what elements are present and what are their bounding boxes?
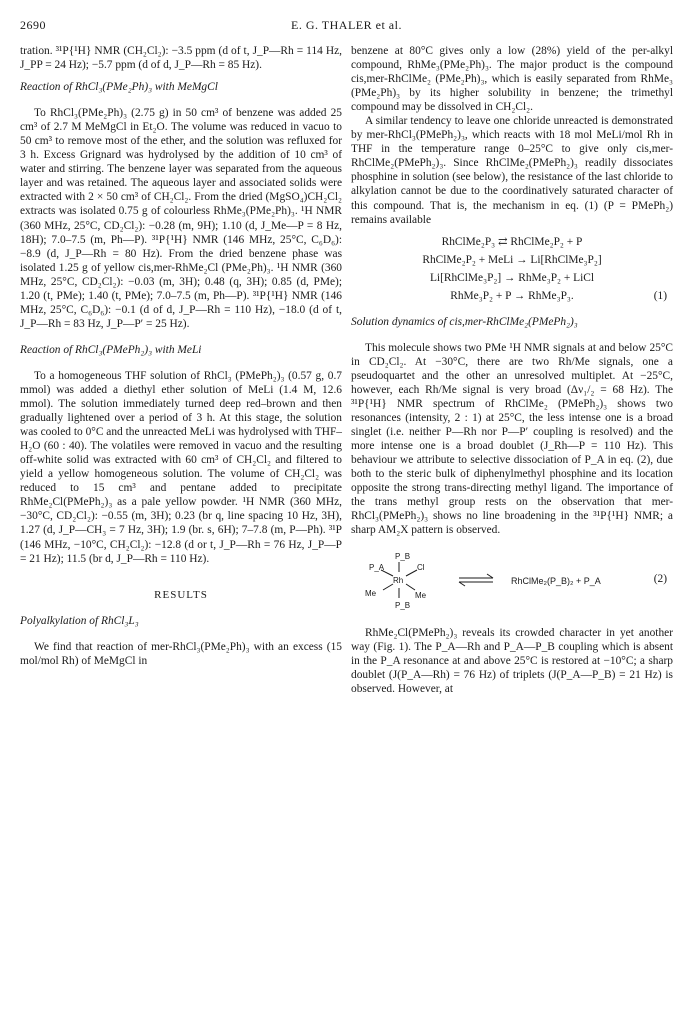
equation-line: RhClMe₂P₂ + MeLi → Li[RhClMe₃P₂]: [422, 253, 602, 266]
bond-line: [383, 584, 393, 590]
equilibrium-arrow: [459, 582, 465, 586]
me-label: Me: [415, 590, 427, 600]
equation-line: [351, 289, 673, 303]
pb-top-label: P_B: [395, 551, 411, 561]
paragraph-polyalkylation: We find that reaction of mer-RhCl₃(PMe₂Ph)₃ with an excess (15 mol/mol Rh) of MeMgCl in: [20, 640, 342, 667]
section-heading-meli: Reaction of RhCl₃(PMePh₂)₃ with MeLi: [20, 343, 202, 356]
bond-line: [406, 570, 417, 576]
paragraph-meli-procedure: To a homogeneous THF solution of RhCl₃ (PMePh₂)₃ (0.57 g, 0.7 mmol) was added a diethyl ether solution of MeLi (1.4 M, 12.6 mmol). The solution immediately turned deep red–brown and then gradually lightened over a period of 3 h. At this stage, the solution was cooled to 0°C and the unreacted MeLi was hydrolysed with THF–H₂O (60 : 40). The volatiles were removed in vacuo and the resulting off-white solid was extracted with 60 cm³ of CH₂Cl₂ and filtered to yield a yellow homogeneous solution. The volume of CH₂Cl₂ was reduced to 15 cm³ and pentane added to precipitate RhMe₂Cl(PMePh₂)₃ as a pale yellow powder. ¹H NMR (360 MHz, −30°C, CD₂Cl₂): −0.55 (m, 3H); 0.23 (br q, line spacing 10 Hz, 3H), 1.27 (d, J_P—CH₃ = 7 Hz, 3H); 1.9 (br. s, 6H); 7–7.8 (m, P—Ph). ³¹P (146 MHz, −10°C, CH₂Cl₂): −12.8 (d or t, J_P—Rh = 76 Hz, J_P—P = 21 Hz); 11.5 (br d, J_P—Rh = 110 Hz).: [20, 369, 342, 565]
right-continuation-paragraph: benzene at 80°C gives only a low (28%) yield of the per-alkyl compound, RhMe₃(PMe₂Ph)₃. The major product is the compound cis,mer-RhClMe₂ (PMe₂Ph)₃, which is easily separated from RhMe₃ (PMe₂Ph)₃ by its higher solubility in benzene; the trimethyl compound may be dissolved in CH₂Cl₂.: [351, 45, 673, 114]
results-heading: RESULTS: [154, 588, 208, 601]
left-column: [20, 44, 342, 668]
scheme-products: RhClMe₂(P_B)₂ + P_A: [511, 575, 601, 586]
bond-line: [406, 584, 415, 590]
section-heading-polyalkylation: Polyalkylation of RhCl₃L₃: [20, 614, 139, 627]
right-column: [351, 44, 673, 696]
paragraph-similar-tendency: A similar tendency to leave one chloride unreacted is demonstrated by mer-RhCl₃(PMePh₂)₃, which reacts with 18 mol MeLi/mol Rh in THF in the temperature range 0–25°C to give only cis,mer-RhClMe₂(PMePh₂)₃. Since RhClMe₂(PMePh₂)₃ readily dissociates phosphine in solution (see below), the resistance of the last chloride to alkylation cannot be due to the coordinatively saturated character of this compound. That is, the mechanism in eq. (1) (P = PMePh₂) remains available: [351, 115, 673, 226]
section-heading-grignard: Reaction of RhCl₃(PMe₂Ph)₃ with MeMgCl: [20, 81, 218, 94]
section-heading-solution-dynamics: Solution dynamics of cis,mer-RhClMe₂(PMePh₂)₃: [351, 315, 578, 328]
equilibrium-arrow: [487, 574, 493, 578]
cl-label: Cl: [417, 562, 425, 572]
reaction-scheme-2: [351, 548, 673, 612]
pb-bottom-label: P_B: [395, 600, 411, 610]
equation-number: (2): [653, 572, 667, 585]
page-header: [0, 18, 693, 34]
paragraph-solution-dynamics: This molecule shows two PMe ¹H NMR signals at and below 25°C in CD₂Cl₂. At −30°C, there are two Rh/Me signals, one a pseudoquartet and the other an unresolved multiplet. At −25°C, however, each Rh/Me signal is very broad (Δν₁/₂ = 68 Hz). The ³¹P{¹H} NMR spectrum of RhClMe₂ (PMePh₂)₃ shows two resonances (intensity, 2 : 1) at 25°C, the less intense one is a broad singlet (i.e. neither P—Rh nor P—P′ coupling is resolved) and the more intense one is a broad doublet (J_Rh—P = 110 Hz). This behaviour we attribute to selective dissociation of P_A in eq. (2), due both to the steric bulk of diphenylmethyl phosphine and its location opposite the strong trans-directing methyl ligand. The importance of the trans methyl group rests on the observation that mer-RhCl₃(PMePh₂)₃ shows no line broadening in the ³¹P{¹H} NMR; a sharp AM₂X pattern is observed.: [351, 341, 673, 537]
equation-line: RhClMe₂P₃ ⇄ RhClMe₂P₂ + P: [441, 235, 583, 248]
equation-line: Li[RhClMe₃P₂] → RhMe₃P₂ + LiCl: [429, 271, 595, 284]
equation-number: (1): [653, 289, 667, 302]
pa-label: P_A: [369, 562, 385, 572]
paragraph-crowded-character: RhMe₂Cl(PMePh₂)₃ reveals its crowded character in yet another way (Fig. 1). The P_A—Rh and P_A—P_B coupling which is absent in the P_A resonance at and above 25°C is restored at −10°C; a sharp doublet (J(P_A—Rh) = 76 Hz) of triplets (J(P_A—P_B) = 21 Hz) is observed. However, at: [351, 626, 673, 695]
equation-1-block: [351, 235, 673, 303]
rh-label: Rh: [393, 575, 404, 585]
equation-text: RhMe₃P₂ + P → RhMe₃P₃.: [450, 289, 574, 302]
left-continuation-paragraph: tration. ³¹P{¹H} NMR (CH₂Cl₂): −3.5 ppm (d of t, J_P—Rh = 114 Hz, J_PP = 24 Hz); −5.7 ppm (d of d, J_P—Rh = 85 Hz).: [20, 45, 342, 72]
page-number: 2690: [20, 18, 46, 32]
running-title: E. G. THALER et al.: [291, 18, 402, 32]
me-label: Me: [365, 588, 377, 598]
paragraph-grignard-procedure: To RhCl₃(PMe₂Ph)₃ (2.75 g) in 50 cm³ of benzene was added 25 cm³ of 2.7 M MeMgCl in Et₂O. The volume was reduced in vacuo to 50 cm³ to remove most of the ether, and the solution was refluxed for 3 h. Excess Grignard was hydrolysed by the addition of 10 cm³ of water and stirring. The benzene layer was separated from the aqueous layer and was retained. The aqueous layer and associated solids were extracted with 2 × 50 cm³ of CH₂Cl₂. From the dried (MgSO₄)CH₂Cl₂ extracts was isolated 0.75 g of colourless RhMe₃(PMe₂Ph)₃. ¹H NMR (360 MHz, 25°C, CD₂Cl₂): −0.28 (m, 9H); 1.10 (d, J_Me—P = 8 Hz, 18H); 7.0–7.5 (m, Ph—P). ³¹P{¹H} NMR (146 MHz, 25°C, C₆D₆): −8.9 (d, J_P—Rh = 80 Hz). From the dried benzene phase was isolated 1.25 g of yellow cis,mer-RhMe₂Cl (PMe₂Ph)₃. ¹H NMR (360 MHz, 25°C, CD₂Cl₂): −0.03 (m, 3H); 0.48 (q, 3H); 0.85 (d, PMe); 1.20 (t, PMe); 1.40 (t, PMe); 7.0–7.5 (m, Ph—P). ³¹P{¹H} NMR (146 MHz, 25°C, C₆D₆): −0.1 (d of d, J_P—Rh = 110 Hz), −18.0 (d of t, J_P—Rh = 83 Hz, J_P—P′ = 25 Hz).: [20, 107, 342, 330]
